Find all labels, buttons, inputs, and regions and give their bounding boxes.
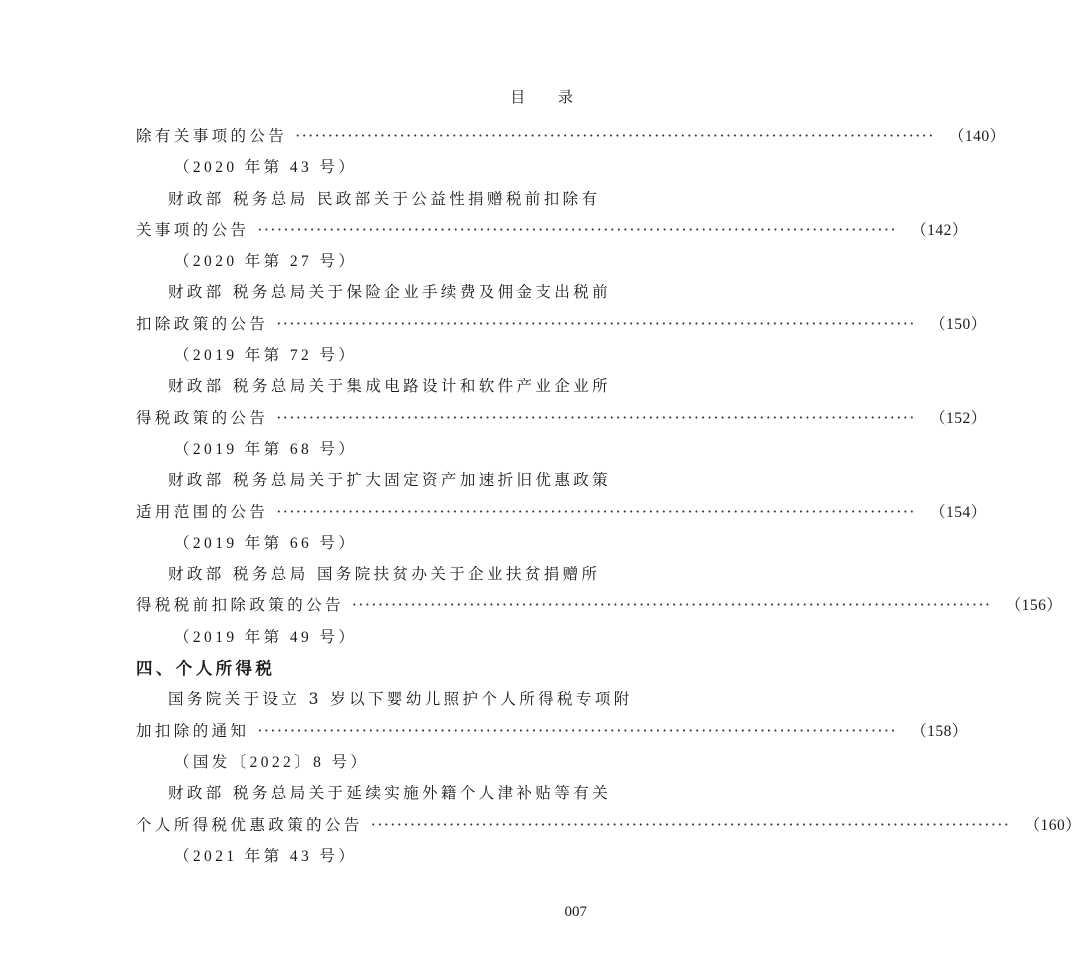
dot-leader: ··································································································	[276, 502, 916, 521]
toc-entry-text: （2019 年第 49 号）	[174, 628, 358, 646]
toc-entry-text: （2021 年第 43 号）	[174, 847, 358, 865]
toc-entry-text: 得税政策的公告	[136, 408, 269, 427]
toc-document-number	[136, 622, 587, 653]
toc-entry-line-end	[136, 497, 987, 528]
toc-page-number: （154）	[929, 503, 987, 521]
toc-entry-line	[136, 371, 612, 402]
toc-entry-line	[136, 277, 612, 308]
running-head: 目 录	[510, 88, 587, 106]
toc-entry-text: （2020 年第 27 号）	[174, 253, 358, 271]
toc-entry-text: 扣除政策的公告	[136, 314, 269, 333]
dot-leader: ··································································································	[351, 596, 992, 615]
dot-leader: ··································································································	[295, 127, 935, 145]
toc-entry-line	[136, 184, 601, 215]
toc-entry-text: 得税税前扣除政策的公告	[136, 596, 344, 615]
toc-entry-line	[136, 684, 633, 715]
toc-entry-text: 财政部 税务总局关于保险企业手续费及佣金支出税前	[168, 283, 612, 302]
toc-entry-line-end	[136, 309, 987, 340]
toc-entry-line-end	[136, 716, 968, 747]
toc-document-number	[136, 152, 587, 183]
toc-entry-text: 加扣除的通知	[136, 721, 250, 740]
toc-entry-text: 个人所得税优惠政策的公告	[136, 815, 363, 834]
toc-document-number	[136, 340, 587, 371]
toc-entry-text: （国发〔2022〕8 号）	[174, 753, 370, 771]
toc-entry-text: 财政部 税务总局关于扩大固定资产加速折旧优惠政策	[168, 471, 612, 490]
toc-document-number	[136, 246, 587, 277]
toc-page-number: （150）	[929, 315, 987, 333]
dot-leader: ··································································································	[276, 314, 916, 333]
toc-entry-text: 除有关事项的公告	[136, 127, 288, 145]
toc-entry-text: 四、个人所得税	[136, 659, 276, 679]
toc-document-number	[136, 434, 587, 465]
toc-entry-text: 财政部 税务总局 民政部关于公益性捐赠税前扣除有	[168, 189, 601, 208]
dot-leader: ··································································································	[276, 408, 916, 427]
toc-entry-line-end	[136, 215, 968, 246]
toc-page-number: （156）	[1005, 597, 1063, 615]
toc-list	[136, 121, 1081, 872]
section-heading	[136, 653, 587, 684]
toc-document-number	[136, 747, 587, 778]
toc-entry-text: （2019 年第 68 号）	[174, 440, 358, 458]
toc-document-number	[136, 841, 587, 872]
toc-entry-text: 财政部 税务总局 国务院扶贫办关于企业扶贫捐赠所	[168, 565, 601, 584]
toc-entry-text: 财政部 税务总局关于延续实施外籍个人津补贴等有关	[168, 784, 612, 803]
toc-page-number: （158）	[911, 722, 968, 740]
toc-page-number: （152）	[929, 409, 987, 427]
toc-entry-line	[136, 465, 612, 496]
toc-entry-line-end	[136, 121, 1006, 152]
toc-entry-text: 国务院关于设立 3 岁以下婴幼儿照护个人所得税专项附	[168, 690, 633, 709]
toc-entry-text: （2020 年第 43 号）	[174, 159, 358, 177]
dot-leader: ··································································································	[257, 220, 898, 239]
toc-entry-line	[136, 559, 601, 590]
toc-entry-text: 适用范围的公告	[136, 502, 269, 521]
toc-page-number: （160）	[1024, 816, 1081, 834]
toc-page-number: （142）	[911, 221, 968, 239]
toc-entry-text: 财政部 税务总局关于集成电路设计和软件产业企业所	[168, 377, 612, 396]
toc-document-number	[136, 528, 587, 559]
dot-leader: ··································································································	[257, 721, 898, 740]
toc-entry-line	[136, 778, 612, 809]
toc-entry-text: 关事项的公告	[136, 220, 250, 239]
toc-entry-line-end	[136, 403, 987, 434]
toc-entry-line-end	[136, 590, 1063, 621]
toc-entry-line-end	[136, 810, 1081, 841]
dot-leader: ··································································································	[370, 815, 1011, 834]
toc-entry-text: （2019 年第 66 号）	[174, 534, 358, 552]
toc-page-number: （140）	[948, 128, 1006, 145]
page-number: 007	[564, 904, 587, 920]
toc-entry-text: （2019 年第 72 号）	[174, 347, 358, 365]
